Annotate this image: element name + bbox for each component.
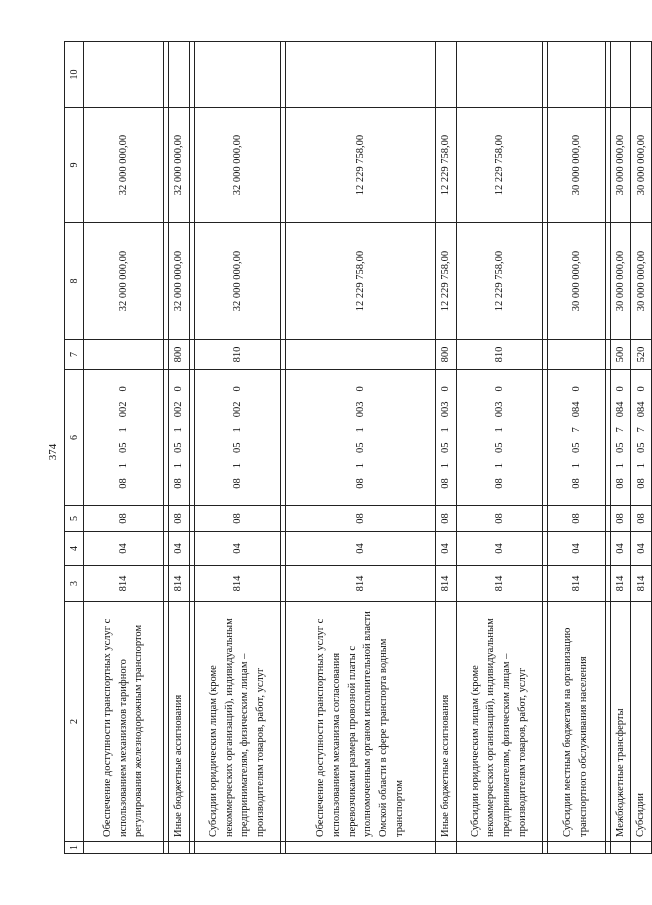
article-code-part: 1 [440, 463, 452, 469]
cell-amount-9: 30 000 000,00 [610, 108, 631, 223]
cell-name: Субсидии местным бюджетам на организацию транспортного обслуживания населения [547, 602, 605, 842]
article-code-part: 0 [570, 386, 582, 392]
cell-col1 [610, 842, 631, 854]
article-code-part: 003 [440, 401, 452, 418]
cell-amount-8: 30 000 000,00 [631, 223, 652, 340]
cell-col1 [547, 842, 605, 854]
header-cell-7: 7 [65, 340, 84, 370]
cell-code-5: 08 [194, 506, 280, 532]
cell-code-3: 814 [169, 566, 190, 602]
table-row [169, 42, 190, 854]
cell-code-4: 04 [456, 532, 542, 566]
article-code-part: 05 [173, 442, 185, 453]
cell-amount-9: 12 229 758,00 [456, 108, 542, 223]
article-code-part: 1 [493, 427, 505, 433]
table-row [435, 42, 456, 854]
cell-expense-type: 810 [194, 340, 280, 370]
cell-amount-9: 32 000 000,00 [84, 108, 164, 223]
cell-code-5: 08 [435, 506, 456, 532]
cell-amount-9: 32 000 000,00 [169, 108, 190, 223]
cell-amount-9: 32 000 000,00 [194, 108, 280, 223]
cell-code-4: 04 [285, 532, 435, 566]
header-row [65, 42, 84, 854]
article-code-part: 1 [118, 463, 129, 469]
cell-code-4: 04 [435, 532, 456, 566]
cell-code-3: 814 [456, 566, 542, 602]
cell-code-5: 08 [456, 506, 542, 532]
article-code-part: 1 [118, 427, 129, 433]
cell-expense-type [84, 340, 164, 370]
cell-col10 [194, 42, 280, 108]
cell-col10 [456, 42, 542, 108]
rotated-table-area [64, 42, 647, 854]
cell-code-5: 08 [285, 506, 435, 532]
cell-target-article [84, 370, 164, 506]
article-code-part: 1 [354, 427, 366, 433]
article-code-part: 7 [614, 427, 626, 433]
header-cell-4: 4 [65, 532, 84, 566]
article-code-part: 08 [570, 478, 582, 489]
table-row [610, 42, 631, 854]
cell-expense-type: 810 [456, 340, 542, 370]
cell-name: Субсидии юридическим лицам (кроме некоммерческих организаций), индивидуальным предпринимателям, физическим лицам – производителям товаров, работ, услуг [456, 602, 542, 842]
cell-col10 [169, 42, 190, 108]
budget-table [64, 41, 652, 854]
cell-col1 [285, 842, 435, 854]
cell-code-4: 04 [547, 532, 605, 566]
cell-amount-8: 12 229 758,00 [285, 223, 435, 340]
cell-col1 [631, 842, 652, 854]
cell-col10 [610, 42, 631, 108]
article-code-part: 0 [354, 386, 366, 392]
table-row [285, 42, 435, 854]
article-code-part: 05 [635, 442, 647, 453]
cell-code-4: 04 [169, 532, 190, 566]
cell-code-4: 04 [610, 532, 631, 566]
article-code-part: 0 [440, 386, 452, 392]
cell-code-5: 08 [631, 506, 652, 532]
article-code-part: 0 [231, 386, 243, 392]
article-code-part: 0 [118, 386, 129, 392]
article-code-part: 0 [493, 386, 505, 392]
cell-target-article [456, 370, 542, 506]
article-code-part: 05 [614, 442, 626, 453]
cell-target-article [547, 370, 605, 506]
cell-expense-type: 800 [169, 340, 190, 370]
cell-amount-8: 32 000 000,00 [169, 223, 190, 340]
cell-code-4: 04 [84, 532, 164, 566]
cell-amount-9: 12 229 758,00 [435, 108, 456, 223]
cell-target-article [435, 370, 456, 506]
table-row [547, 42, 605, 854]
article-code-part: 08 [635, 478, 647, 489]
header-cell-9: 9 [65, 108, 84, 223]
cell-target-article [610, 370, 631, 506]
cell-amount-9: 30 000 000,00 [631, 108, 652, 223]
article-code-part: 002 [173, 401, 185, 418]
header-cell-2: 2 [65, 602, 84, 842]
article-code-part: 1 [231, 427, 243, 433]
cell-code-3: 814 [435, 566, 456, 602]
cell-name: Иные бюджетные ассигнования [169, 602, 190, 842]
article-code-part: 1 [440, 427, 452, 433]
cell-col10 [285, 42, 435, 108]
cell-expense-type: 520 [631, 340, 652, 370]
cell-amount-8: 30 000 000,00 [547, 223, 605, 340]
cell-amount-9: 12 229 758,00 [285, 108, 435, 223]
header-cell-3: 3 [65, 566, 84, 602]
article-code-part: 0 [173, 386, 185, 392]
cell-amount-8: 32 000 000,00 [194, 223, 280, 340]
cell-name: Субсидии юридическим лицам (кроме некоммерческих организаций), индивидуальным предпринимателям, физическим лицам – производителям товаров, работ, услуг [194, 602, 280, 842]
table-wrapper [64, 42, 647, 854]
cell-code-5: 08 [169, 506, 190, 532]
article-code-part: 003 [493, 401, 505, 418]
cell-expense-type [547, 340, 605, 370]
article-code-part: 08 [614, 478, 626, 489]
cell-amount-8: 30 000 000,00 [610, 223, 631, 340]
article-code-part: 003 [354, 401, 366, 418]
article-code-part: 08 [231, 478, 243, 489]
header-cell-1: 1 [65, 842, 84, 854]
cell-col1 [169, 842, 190, 854]
cell-code-3: 814 [285, 566, 435, 602]
cell-name: Обеспечение доступности транспортных услуг с использованием механизма согласования перевозчиками размера провозной платы с уполномоченным органом исполнительной власти Омской области в сфере транспорта водным транспортом [285, 602, 435, 842]
cell-amount-8: 12 229 758,00 [435, 223, 456, 340]
article-code-part: 1 [570, 463, 582, 469]
article-code-part: 002 [118, 401, 129, 418]
cell-col10 [435, 42, 456, 108]
article-code-part: 084 [635, 401, 647, 418]
article-code-part: 084 [614, 401, 626, 418]
article-code-part: 08 [440, 478, 452, 489]
cell-code-5: 08 [610, 506, 631, 532]
article-code-part: 05 [118, 442, 129, 453]
cell-code-3: 814 [631, 566, 652, 602]
cell-col10 [631, 42, 652, 108]
page-number: 374 [47, 443, 59, 461]
cell-amount-9: 30 000 000,00 [547, 108, 605, 223]
cell-col1 [84, 842, 164, 854]
cell-code-4: 04 [194, 532, 280, 566]
article-code-part: 08 [118, 478, 129, 489]
article-code-part: 1 [231, 463, 243, 469]
table-row [194, 42, 280, 854]
article-code-part: 05 [354, 442, 366, 453]
cell-col10 [547, 42, 605, 108]
article-code-part: 08 [493, 478, 505, 489]
article-code-part: 1 [614, 463, 626, 469]
cell-code-3: 814 [610, 566, 631, 602]
cell-col1 [435, 842, 456, 854]
article-code-part: 002 [231, 401, 243, 418]
table-row [456, 42, 542, 854]
article-code-part: 1 [173, 427, 185, 433]
cell-col1 [194, 842, 280, 854]
cell-code-4: 04 [631, 532, 652, 566]
cell-amount-8: 32 000 000,00 [84, 223, 164, 340]
cell-code-5: 08 [547, 506, 605, 532]
cell-target-article [169, 370, 190, 506]
cell-amount-8: 12 229 758,00 [456, 223, 542, 340]
article-code-part: 084 [570, 401, 582, 418]
article-code-part: 05 [493, 442, 505, 453]
article-code-part: 08 [173, 478, 185, 489]
article-code-part: 1 [635, 463, 647, 469]
article-code-part: 05 [570, 442, 582, 453]
cell-name: Межбюджетные трансферты [610, 602, 631, 842]
cell-code-3: 814 [547, 566, 605, 602]
article-code-part: 1 [173, 463, 185, 469]
cell-target-article [631, 370, 652, 506]
article-code-part: 0 [614, 386, 626, 392]
cell-code-5: 08 [84, 506, 164, 532]
cell-name: Иные бюджетные ассигнования [435, 602, 456, 842]
cell-expense-type: 800 [435, 340, 456, 370]
cell-target-article [285, 370, 435, 506]
cell-code-3: 814 [194, 566, 280, 602]
header-cell-8: 8 [65, 223, 84, 340]
article-code-part: 1 [354, 463, 366, 469]
header-cell-6: 6 [65, 370, 84, 506]
article-code-part: 1 [493, 463, 505, 469]
cell-code-3: 814 [84, 566, 164, 602]
article-code-part: 7 [570, 427, 582, 433]
article-code-part: 05 [231, 442, 243, 453]
header-cell-10: 10 [65, 42, 84, 108]
cell-col1 [456, 842, 542, 854]
cell-name: Обеспечение доступности транспортных услуг с использованием механизмов тарифного регулирования железнодорожным транспортом [84, 602, 164, 842]
article-code-part: 0 [635, 386, 647, 392]
article-code-part: 08 [354, 478, 366, 489]
table-body [65, 42, 652, 854]
article-code-part: 7 [635, 427, 647, 433]
header-cell-5: 5 [65, 506, 84, 532]
table-row [84, 42, 164, 854]
table-row [631, 42, 652, 854]
cell-expense-type: 500 [610, 340, 631, 370]
cell-expense-type [285, 340, 435, 370]
article-code-part: 05 [440, 442, 452, 453]
cell-name: Субсидии [631, 602, 652, 842]
cell-col10 [84, 42, 164, 108]
cell-target-article [194, 370, 280, 506]
